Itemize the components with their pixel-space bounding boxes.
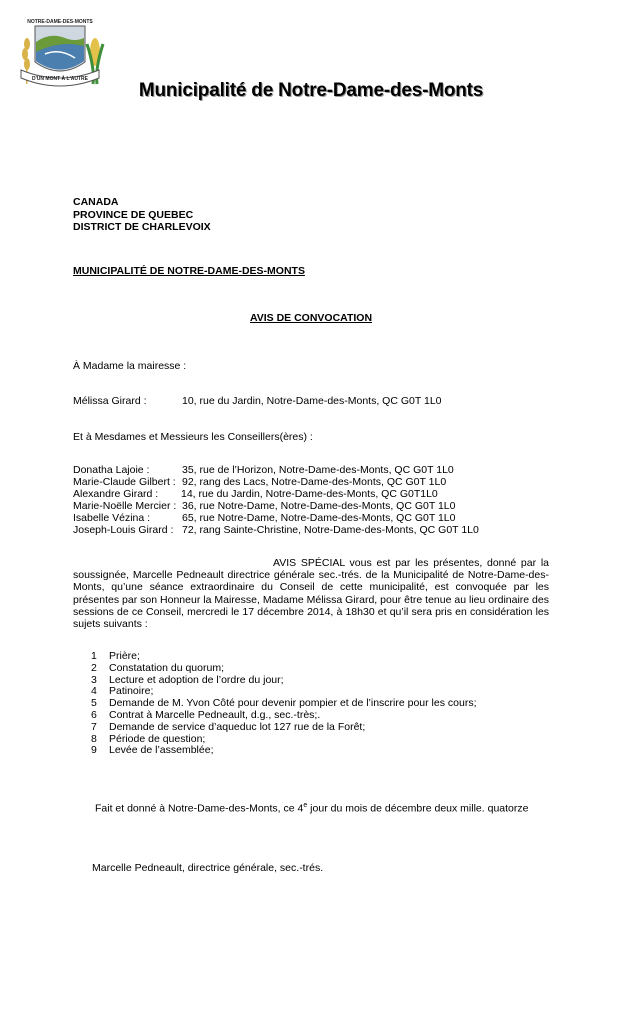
closing-statement: Fait et donné à Notre-Dame-des-Monts, ce 4e jour du mois de décembre deux mille. quatorze	[95, 802, 529, 815]
page-title: Municipalité de Notre-Dame-des-Monts	[138, 80, 484, 101]
councillor-address: 65, rue Notre-Dame, Notre-Dame-des-Monts, QC G0T 1L0	[182, 512, 456, 524]
agenda-list	[91, 651, 477, 757]
agenda-item: 3 Lecture et adoption de l’ordre du jour;	[91, 673, 284, 686]
councillor-address: 92, rang des Lacs, Notre-Dame-des-Monts, QC G0T 1L0	[182, 476, 447, 488]
councillor-row	[73, 464, 454, 476]
agenda-item: 9 Levée de l’assemblée;	[91, 744, 214, 757]
councillor-row	[73, 500, 456, 512]
municipality-heading: MUNICIPALITÉ DE NOTRE-DAME-DES-MONTS	[73, 265, 305, 277]
councillor-name: Donatha Lajoie :	[73, 464, 150, 476]
notice-paragraph-text: AVIS SPÉCIAL vous est par les présentes, donné par la soussignée, Marcelle Pedneault directrice générale sec.-trés. de la Municipalité de Notre-Dame-des-Monts, qu’une séance extraordinaire du Conseil de cette municipalité, est convoquée par les présentes par son Honneur la Mairesse, Madame Mélissa Girard, pour être tenue au lieu ordinaire des sessions de ce Conseil, mercredi le 17 décembre 2014, à 18h30 et qu’il sera pris en considération les sujets suivants :	[73, 557, 549, 631]
councillor-name: Alexandre Girard :	[73, 488, 159, 500]
mayor-row	[73, 395, 442, 407]
agenda-item: 8 Période de question;	[91, 732, 206, 745]
councillor-name: Marie-Claude Gilbert :	[73, 476, 176, 488]
councillor-name: Joseph-Louis Girard :	[73, 524, 174, 536]
councillors-intro: Et à Mesdames et Messieurs les Conseillers(ères) :	[73, 431, 313, 443]
mayor-name: Mélissa Girard :	[73, 395, 147, 407]
notice-title: AVIS DE CONVOCATION	[249, 312, 373, 324]
agenda-item: 2 Constatation du quorum;	[91, 661, 224, 674]
agenda-item: 4 Patinoire;	[91, 685, 154, 698]
agenda-item: 6 Contrat à Marcelle Pedneault, d.g., sec.-très;.	[91, 708, 321, 721]
agenda-item: 1 Prière;	[91, 650, 140, 662]
header-district: DISTRICT DE CHARLEVOIX	[73, 221, 211, 233]
councillor-row	[73, 524, 479, 536]
councillor-row	[73, 476, 446, 488]
logo-top-text: NOTRE-DAME-DES-MONTS	[27, 19, 93, 25]
councillor-name: Isabelle Vézina :	[73, 512, 151, 524]
councillor-row	[73, 488, 438, 500]
mayor-address: 10, rue du Jardin, Notre-Dame-des-Monts, QC G0T 1L0	[182, 395, 442, 407]
councillor-row	[73, 512, 456, 524]
councillor-address: 35, rue de l’Horizon, Notre-Dame-des-Monts, QC G0T 1L0	[182, 464, 454, 476]
councillor-name: Marie-Noëlle Mercier :	[73, 500, 177, 512]
agenda-item: 7 Demande de service d’aqueduc lot 127 rue de la Forêt;	[91, 720, 366, 733]
mayor-intro: À Madame la mairesse :	[73, 360, 187, 372]
logo-ribbon-text: D'UN MONT À L'AUTRE	[32, 76, 88, 82]
councillor-address: 72, rang Sainte-Christine, Notre-Dame-des-Monts, QC G0T 1L0	[182, 524, 479, 536]
signature: Marcelle Pedneault, directrice générale, sec.-trés.	[92, 862, 324, 874]
jurisdiction-header	[73, 196, 211, 234]
councillor-address: 36, rue Notre-Dame, Notre-Dame-des-Monts, QC G0T 1L0	[182, 500, 456, 512]
header-country: CANADA	[73, 196, 119, 208]
header-province: PROVINCE DE QUEBEC	[73, 208, 194, 221]
agenda-item: 5 Demande de M. Yvon Côté pour devenir pompier et de l’inscrire pour les cours;	[91, 697, 477, 710]
councillor-address: 14, rue du Jardin, Notre-Dame-des-Monts, QC G0T1L0	[181, 488, 438, 500]
notice-paragraph	[73, 557, 549, 630]
